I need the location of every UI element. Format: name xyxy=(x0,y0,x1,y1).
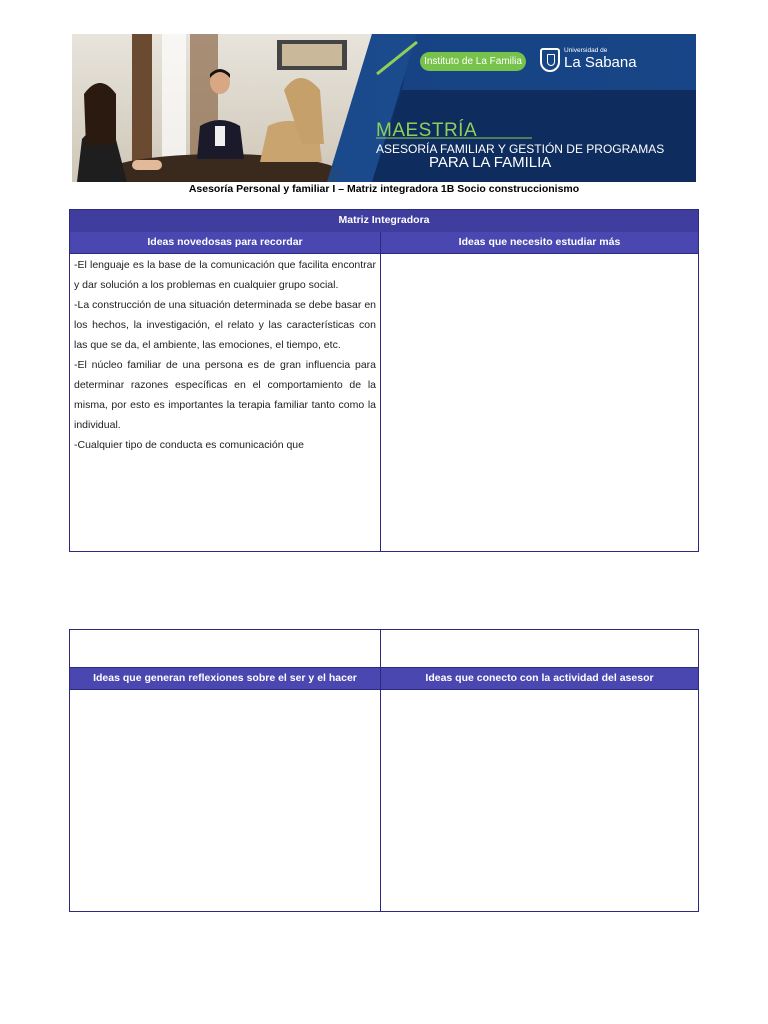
idea-paragraph: -El lenguaje es la base de la comunicación que facilita encontrar y dar solución a los problemas en cualquier grupo social. xyxy=(74,259,376,291)
col-header-reflexiones: Ideas que generan reflexiones sobre el ser y el hacer xyxy=(70,668,380,689)
idea-paragraph: -El núcleo familiar de una persona es de gran influencia para determinar razones específicas en el comportamiento de la misma, por esto es importantes la terapia familiar tanto como la individual. xyxy=(74,359,376,431)
matrix-title: Matriz Integradora xyxy=(70,210,698,232)
university-logo xyxy=(540,46,660,76)
matrix-table xyxy=(69,209,699,552)
cell-reflexiones xyxy=(70,690,380,911)
ideas-novedosas-text xyxy=(74,255,376,455)
cell-ideas-novedosas xyxy=(70,254,380,551)
col-header-ideas-novedosas: Ideas novedosas para recordar xyxy=(70,232,380,253)
program-subtitle-line1: ASESORÍA FAMILIAR Y GESTIÓN DE PROGRAMAS xyxy=(376,142,665,156)
university-logo-small-text: Universidad de xyxy=(564,47,608,54)
program-title: MAESTRÍA xyxy=(376,120,478,141)
cell-actividad-asesor xyxy=(381,690,698,911)
header-banner xyxy=(72,34,696,182)
university-logo-name: La Sabana xyxy=(564,54,637,71)
program-subtitle-line2: PARA LA FAMILIA xyxy=(429,154,552,171)
col-header-ideas-estudiar: Ideas que necesito estudiar más xyxy=(381,232,698,253)
empty-top-left-cell xyxy=(70,630,380,667)
university-crest-icon xyxy=(540,48,560,72)
empty-top-right-cell xyxy=(381,630,698,667)
cell-ideas-estudiar xyxy=(381,254,698,551)
idea-paragraph: -La construcción de una situación determinada se debe basar en los hechos, la investigación, el relato y las características con las que se da, el ambiente, las emociones, el tiempo, etc. xyxy=(74,299,376,351)
institute-badge: Instituto de La Familia xyxy=(420,52,526,71)
document-title: Asesoría Personal y familiar I – Matriz integradora 1B Socio construccionismo xyxy=(188,183,580,195)
col-header-actividad-asesor: Ideas que conecto con la actividad del asesor xyxy=(381,668,698,689)
matrix-table-2 xyxy=(69,629,699,912)
idea-paragraph: -Cualquier tipo de conducta es comunicación que xyxy=(74,439,304,451)
